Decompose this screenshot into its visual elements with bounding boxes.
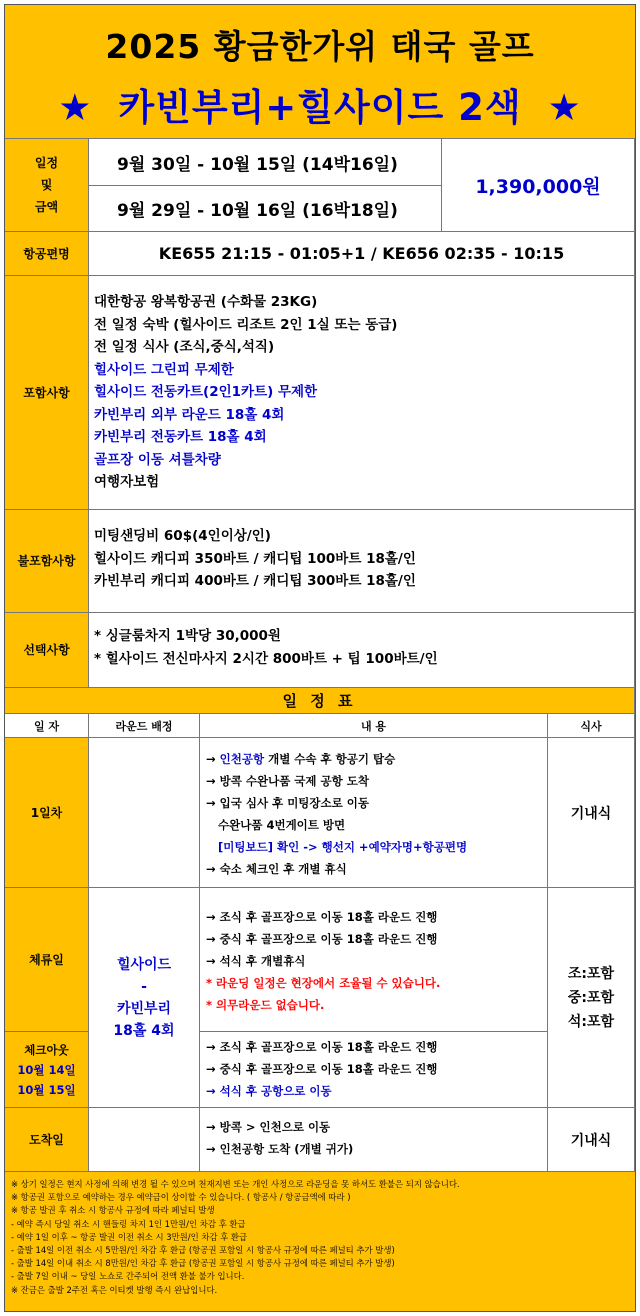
arrow-prefix: → bbox=[206, 774, 220, 788]
header-content: 내 용 bbox=[200, 714, 548, 738]
day1-content bbox=[200, 738, 548, 888]
note-line: - 출발 14일 이전 취소 시 5만원/인 차감 후 환급 (항공권 포함일 시 항공사 규정에 따른 페널티 추가 발생) bbox=[11, 1245, 395, 1256]
meals-included bbox=[548, 888, 635, 1108]
checkout-date: 10월 14일 bbox=[17, 1062, 76, 1077]
included-label: 포함사항 bbox=[5, 276, 89, 510]
line-text: 수완나품 4번게이트 방면 bbox=[218, 818, 346, 832]
list-item: 힐사이드 캐디피 350바트 / 캐디팁 100바트 18홀/인 bbox=[94, 550, 416, 567]
arrow-prefix: → bbox=[206, 796, 220, 810]
optional-list bbox=[89, 613, 635, 688]
meal-line: 조:포함 bbox=[567, 965, 615, 982]
round-line: 힐사이드 bbox=[116, 956, 172, 973]
arrival-round bbox=[89, 1108, 200, 1172]
checkout-content bbox=[200, 1032, 548, 1108]
note-line: - 예약 1일 이후 ~ 항공 발권 이전 취소 시 3만원/인 차감 후 환급 bbox=[11, 1231, 248, 1242]
note-line: - 예약 즉시 당일 취소 시 핸들링 차지 1인 1만원/인 차감 후 환급 bbox=[11, 1218, 246, 1229]
round-assignment bbox=[89, 888, 200, 1108]
list-item: 전 일정 식사 (조식,중식,석직) bbox=[94, 339, 275, 355]
schedule-date-1: 9월 30일 - 10월 15일 (14박16일) bbox=[89, 139, 442, 186]
content-line: → 석식 후 공항으로 이동 bbox=[206, 1084, 332, 1098]
header-round: 라운드 배정 bbox=[89, 714, 200, 738]
arrival-meal: 기내식 bbox=[548, 1108, 635, 1172]
content-line: → 조식 후 골프장으로 이동 18홀 라운드 진행 bbox=[206, 910, 438, 924]
list-item: 골프장 이동 셔틀차량 bbox=[94, 451, 221, 468]
content-note: * 라운딩 일정은 현장에서 조율될 수 있습니다. bbox=[206, 976, 441, 990]
content-line bbox=[206, 814, 547, 836]
arrow-prefix: → bbox=[206, 752, 220, 766]
header-meal: 식사 bbox=[548, 714, 635, 738]
day1-round bbox=[89, 738, 200, 888]
note-line: ※ 상기 일정은 현지 사정에 의해 변경 될 수 있으며 천재지변 또는 개인 사정으로 라운딩을 못 하셔도 환불은 되지 않습니다. bbox=[11, 1179, 460, 1189]
content-line: → 석식 후 개별휴식 bbox=[206, 954, 306, 968]
flight-info: KE655 21:15 - 01:05+1 / KE656 02:35 - 10:15 bbox=[89, 232, 635, 276]
content-note: * 의무라운드 없습니다. bbox=[206, 998, 325, 1012]
content-line: → 방콕 > 인천으로 이동 bbox=[206, 1120, 331, 1134]
itinerary-title: 일 정 표 bbox=[5, 688, 635, 714]
checkout-label bbox=[5, 1032, 89, 1108]
label-line: 일정 bbox=[34, 156, 59, 170]
note-line: - 출발 7일 이내 ~ 당일 노쇼로 간주되어 전액 환불 불가 입니다. bbox=[11, 1271, 245, 1282]
content-line: → 조식 후 골프장으로 이동 18홀 라운드 진행 bbox=[206, 1040, 438, 1054]
arrival-label: 도착일 bbox=[5, 1108, 89, 1172]
note-line: ※ 항공 발권 후 취소 시 항공사 규정에 따라 페널티 발생 bbox=[11, 1205, 215, 1216]
stay-label: 체류일 bbox=[5, 888, 89, 1032]
package-price: 1,390,000원 bbox=[442, 139, 635, 232]
checkout-title: 체크아웃 bbox=[24, 1042, 69, 1057]
day1-label: 1일차 bbox=[5, 738, 89, 888]
meal-line: 중:포함 bbox=[567, 989, 615, 1006]
day1-meal: 기내식 bbox=[548, 738, 635, 888]
list-item: 미팅샌딩비 60$(4인이상/인) bbox=[94, 528, 271, 544]
content-line bbox=[206, 858, 547, 880]
included-list bbox=[89, 276, 635, 510]
label-line: 금액 bbox=[34, 200, 59, 214]
page-subtitle bbox=[5, 77, 635, 131]
list-item: 전 일정 숙박 (힐사이드 리조트 2인 1실 또는 동급) bbox=[94, 316, 398, 333]
header-day: 일 자 bbox=[5, 714, 89, 738]
highlight-text: 인천공항 bbox=[219, 752, 265, 766]
optional-label: 선택사항 bbox=[5, 613, 89, 688]
line-text: 방콕 수완나품 국제 공항 도착 bbox=[219, 774, 369, 788]
highlight-text: [미팅보드] 확인 -> 행선지 +예약자명+항공편명 bbox=[218, 840, 468, 854]
list-item: 힐사이드 전동카트(2인1카트) 무제한 bbox=[94, 384, 318, 400]
content-line bbox=[206, 748, 547, 770]
star-icon: ★ bbox=[547, 86, 582, 129]
note-line: ※ 항공권 포함으로 예약하는 경우 예약금이 상이할 수 있습니다. ( 항공사 / 항공금액에 따라 ) bbox=[11, 1192, 351, 1203]
list-item: 대한항공 왕복항공권 (수화물 23KG) bbox=[94, 294, 318, 310]
line-text: 입국 심사 후 미팅장소로 이동 bbox=[219, 796, 369, 810]
list-item: * 싱글룸차지 1박당 30,000원 bbox=[94, 628, 281, 644]
arrival-content bbox=[200, 1108, 548, 1172]
schedule-price-label bbox=[5, 139, 89, 232]
list-item: 카빈부리 전동카트 18홀 4회 bbox=[94, 429, 267, 445]
arrow-prefix bbox=[206, 840, 218, 854]
checkout-date: 10월 15일 bbox=[17, 1082, 76, 1097]
arrow-prefix bbox=[206, 818, 218, 832]
flight-label: 항공편명 bbox=[5, 232, 89, 276]
excluded-label: 불포함사항 bbox=[5, 510, 89, 613]
note-line: ※ 잔금은 출발 2주전 혹은 이티켓 발행 즉시 완납입니다. bbox=[11, 1284, 218, 1295]
header-banner bbox=[5, 5, 635, 139]
content-line bbox=[206, 792, 547, 814]
page-title: 2025 황금한가위 태국 골프 bbox=[105, 27, 535, 66]
schedule-date-2: 9월 29일 - 10월 16일 (16박18일) bbox=[89, 186, 442, 232]
line-text: 개별 수속 후 항공기 탑승 bbox=[264, 752, 396, 766]
round-line: - bbox=[141, 978, 147, 995]
content-line bbox=[206, 770, 547, 792]
list-item: 카빈부리 외부 라운드 18홀 4회 bbox=[94, 406, 285, 423]
note-line: - 출발 14일 이내 취소 시 8만원/인 차감 후 환급 (항공권 포함일 시 항공사 규정에 따른 페널티 추가 발생) bbox=[11, 1258, 395, 1269]
content-line: → 중식 후 골프장으로 이동 18홀 라운드 진행 bbox=[206, 932, 438, 946]
label-line: 및 bbox=[40, 178, 53, 192]
list-item: 힐사이드 그린피 무제한 bbox=[94, 361, 234, 378]
star-icon: ★ bbox=[58, 86, 93, 129]
excluded-list bbox=[89, 510, 635, 613]
content-line bbox=[206, 836, 547, 858]
list-item: 카빈부리 캐디피 400바트 / 캐디팁 300바트 18홀/인 bbox=[94, 573, 416, 589]
terms-notes bbox=[5, 1172, 635, 1311]
subtitle-text: 카빈부리+힐사이드 2색 bbox=[118, 86, 522, 129]
stay-content bbox=[200, 888, 548, 1032]
list-item: 여행자보험 bbox=[94, 474, 160, 490]
arrow-prefix: → bbox=[206, 862, 220, 876]
content-line: → 인천공항 도착 (개별 귀가) bbox=[206, 1142, 354, 1156]
round-line: 18홀 4회 bbox=[113, 1022, 175, 1039]
line-text: 숙소 체크인 후 개별 휴식 bbox=[219, 862, 347, 876]
meal-line: 석:포함 bbox=[567, 1013, 615, 1030]
list-item: * 힐사이드 전신마사지 2시간 800바트 + 팁 100바트/인 bbox=[94, 650, 438, 667]
round-line: 카빈부리 bbox=[116, 1000, 172, 1017]
content-line: → 중식 후 골프장으로 이동 18홀 라운드 진행 bbox=[206, 1062, 438, 1076]
